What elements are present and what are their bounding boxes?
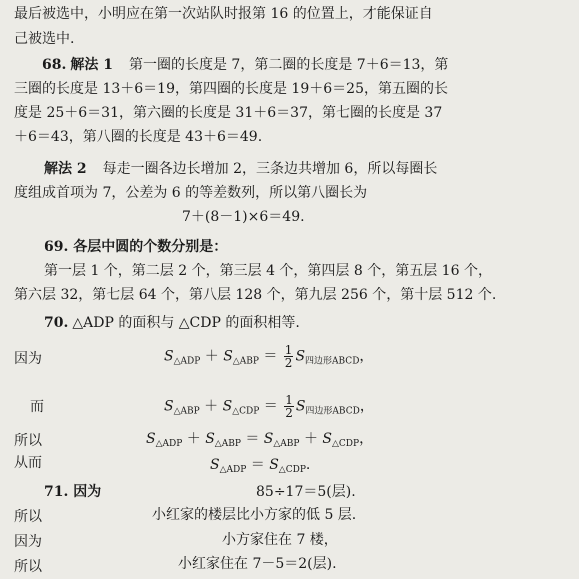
text-line: 度是 25＋6＝31，第六圈的长度是 31＋6＝37，第七圈的长度是 37 bbox=[14, 105, 443, 121]
problem-number: 70. bbox=[44, 315, 69, 331]
text-line: 第六层 32，第七层 64 个，第八层 128 个，第九层 256 个，第十层 512 个. bbox=[14, 287, 497, 303]
equation-3: $S_{\triangle ADP} + S_{\triangle ABP} = S_{\triangle ABP} + S_{\triangle CDP}$， bbox=[146, 431, 374, 449]
label-suoyi-2: 所以 bbox=[14, 509, 42, 525]
problem-number: 68. bbox=[42, 57, 67, 73]
label-congr: 从而 bbox=[14, 455, 42, 471]
equation-2: $S_{\triangle ABP} + S_{\triangle CDP}$ ＝ $\frac{1}{2}$ $S_{四边形ABCD}$， bbox=[164, 393, 374, 420]
label-er: 而 bbox=[30, 399, 44, 415]
equation-1: $S_{\triangle ADP} + S_{\triangle ABP}$ ＝ $\frac{1}{2}$ $S_{四边形ABCD}$， bbox=[164, 343, 374, 370]
equation-line: 7＋(8－1)×6＝49. bbox=[182, 209, 305, 225]
label-yinwei: 因为 bbox=[14, 351, 42, 367]
text-line: 第一圈的长度是 7，第二圈的长度是 7＋6＝13，第 bbox=[128, 57, 449, 73]
text-line: 小方家住在 7 楼， bbox=[222, 532, 338, 548]
text-line: 小红家的楼层比小方家的低 5 层. bbox=[152, 507, 357, 523]
text-line: 度组成首项为 7，公差为 6 的等差数列，所以第八圈长为 bbox=[14, 185, 368, 201]
text-line: △ADP 的面积与 △CDP 的面积相等. bbox=[72, 315, 300, 331]
text-line: 己被选中. bbox=[14, 31, 75, 47]
problem-70-header bbox=[44, 314, 300, 332]
method-2-line bbox=[44, 160, 437, 178]
problem-68-header bbox=[42, 56, 448, 74]
method-label: 解法 2 bbox=[44, 161, 87, 177]
equation-71-1: 85÷17＝5(层). bbox=[256, 484, 356, 500]
label-yinwei-2: 因为 bbox=[14, 534, 42, 550]
method-label: 解法 1 bbox=[70, 57, 113, 73]
problem-71-header: 71. 因为 bbox=[44, 484, 102, 500]
text-line: 三圈的长度是 13＋6＝19，第四圈的长度是 19＋6＝25，第五圈的长 bbox=[14, 81, 448, 97]
text-line: 最后被选中，小明应在第一次站队时报第 16 的位置上，才能保证自 bbox=[14, 6, 433, 22]
label-suoyi: 所以 bbox=[14, 433, 42, 449]
label-suoyi-3: 所以 bbox=[14, 559, 42, 575]
text-line: 每走一圈各边长增加 2，三条边共增加 6，所以每圈长 bbox=[102, 161, 438, 177]
text-line: 小红家住在 7－5＝2(层). bbox=[178, 556, 337, 572]
text-line: 第一层 1 个，第二层 2 个，第三层 4 个，第四层 8 个，第五层 16 个， bbox=[44, 263, 492, 279]
equation-4: $S_{\triangle ADP} = S_{\triangle CDP}$. bbox=[210, 457, 311, 475]
problem-69-header: 69. 各层中圆的个数分别是： bbox=[44, 239, 228, 255]
text-line: ＋6＝43，第八圈的长度是 43＋6＝49. bbox=[14, 129, 263, 145]
